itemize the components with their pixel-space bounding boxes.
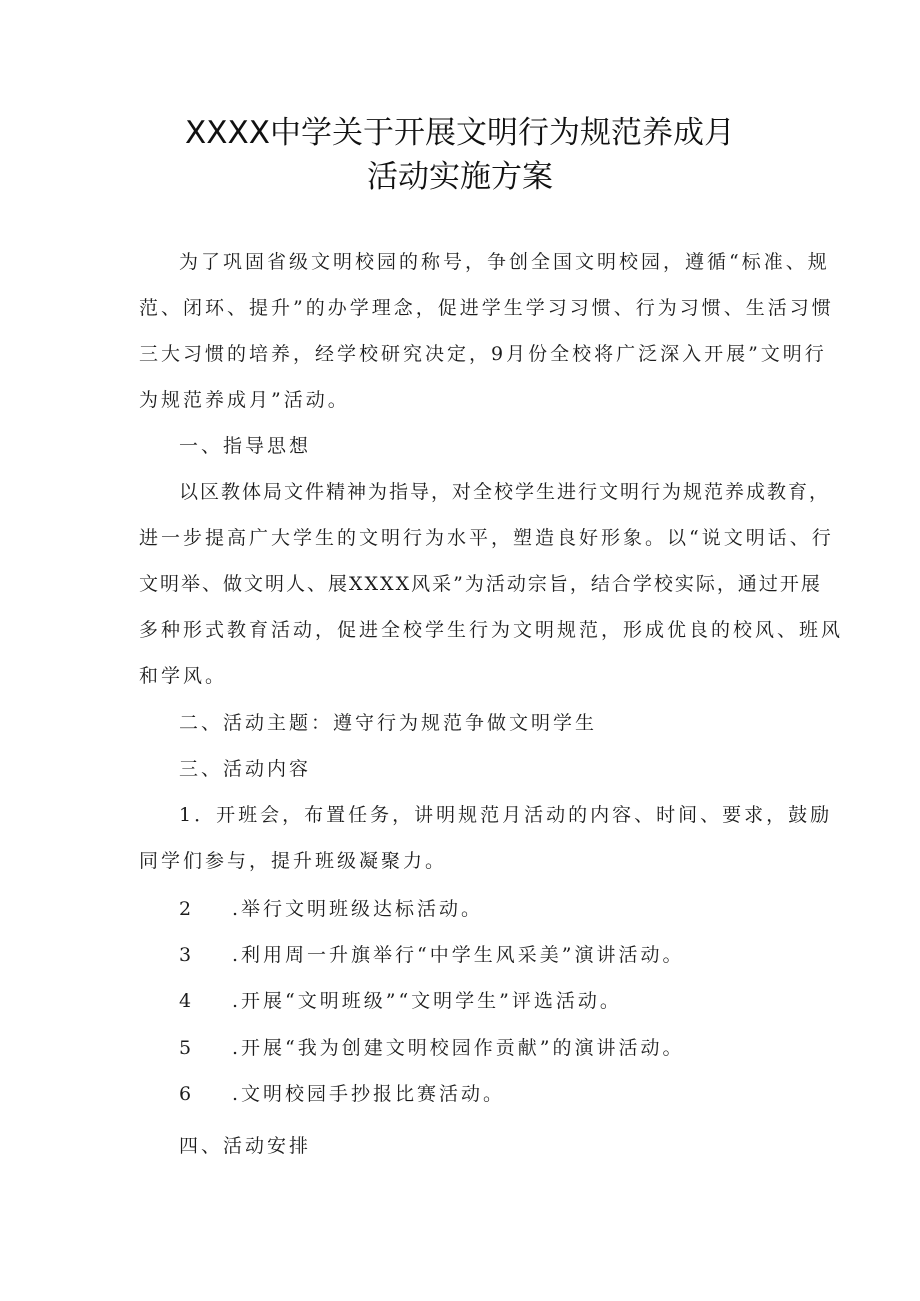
section1-line-1: 以区教体局文件精神为指导，对全校学生进行文明行为规范养成教育，: [179, 481, 831, 503]
content-item-text: .开展“文明班级”“文明学生”评选活动。: [232, 990, 622, 1012]
section-heading-activity-theme: 二、活动主题：遵守行为规范争做文明学生: [179, 712, 598, 734]
section-heading-activity-content: 三、活动内容: [179, 758, 312, 780]
section-heading-guiding-ideology: 一、指导思想: [179, 435, 312, 457]
document-title-line-1: XXXX中学关于开展文明行为规范养成月: [185, 115, 735, 151]
content-item-text: .举行文明班级达标活动。: [232, 898, 484, 920]
intro-line-2: 范、闭环、提升”的办学理念，促进学生学习习惯、行为习惯、生活习惯: [139, 297, 834, 319]
content-item-1-line-2: 同学们参与，提升班级凝聚力。: [139, 850, 448, 872]
content-item-1-line-1: 1．开班会，布置任务，讲明规范月活动的内容、时间、要求，鼓励: [179, 804, 833, 826]
section1-line-2: 进一步提高广大学生的文明行为水平，塑造良好形象。以“说文明话、行: [139, 527, 834, 549]
intro-line-3: 三大习惯的培养，经学校研究决定，9月份全校将广泛深入开展”文明行: [139, 343, 827, 365]
content-item-number: 5: [179, 1037, 192, 1059]
content-item-number: 3: [179, 944, 192, 966]
content-item-text: .利用周一升旗举行“中学生风采美”演讲活动。: [232, 944, 685, 966]
section1-line-4: 多种形式教育活动，促进全校学生行为文明规范，形成优良的校风、班风: [139, 619, 844, 641]
section-heading-activity-arrangement: 四、活动安排: [179, 1135, 312, 1157]
content-item-text: .开展“我为创建文明校园作贡献”的演讲活动。: [232, 1037, 685, 1059]
document-title-line-2: 活动实施方案: [367, 159, 553, 195]
intro-line-1: 为了巩固省级文明校园的称号，争创全国文明校园，遵循“标准、规: [179, 251, 830, 273]
content-item-text: .文明校园手抄报比赛活动。: [232, 1083, 506, 1105]
intro-line-4: 为规范养成月”活动。: [139, 389, 350, 411]
section1-line-3: 文明举、做文明人、展XXXX风采”为活动宗旨，结合学校实际，通过开展: [139, 573, 822, 595]
content-item-number: 6: [179, 1083, 192, 1105]
content-item-number: 2: [179, 898, 192, 920]
section1-line-5: 和学风。: [139, 665, 228, 687]
content-item-number: 4: [179, 990, 192, 1012]
